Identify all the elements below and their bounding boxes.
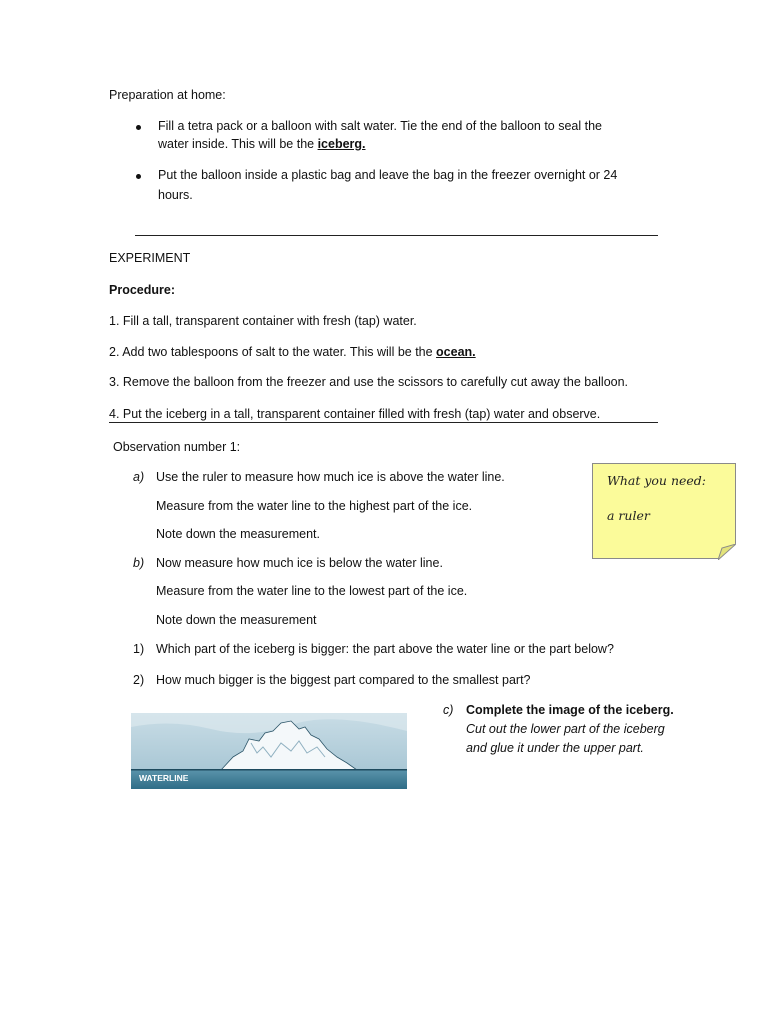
procedure-label: Procedure: (109, 283, 175, 297)
question-1: Which part of the iceberg is bigger: the part above the water line or the part below? (156, 642, 614, 656)
note-item: a ruler (607, 508, 650, 523)
item-marker-b: b) (133, 556, 145, 570)
observation-title: Observation number 1: (113, 440, 241, 454)
prep-bullet1-line1: Fill a tetra pack or a balloon with salt water. Tie the end of the balloon to seal the (158, 119, 603, 133)
procedure-step-4: 4. Put the iceberg in a tall, transparent container filled with fresh (tap) water and observe. (109, 407, 601, 421)
note-heading: What you need: (607, 473, 707, 488)
section-divider (135, 235, 658, 236)
observation-c-line1: Complete the image of the iceberg. (466, 703, 674, 717)
iceberg-term: iceberg. (317, 137, 366, 151)
item-marker-a: a) (133, 470, 145, 484)
observation-c-line2: Cut out the lower part of the iceberg (466, 722, 665, 736)
observation-a-line1: Use the ruler to measure how much ice is above the water line. (156, 470, 505, 484)
observation-b-line2: Measure from the water line to the lowest part of the ice. (156, 584, 468, 598)
prep-bullet1-line2 (158, 137, 366, 151)
prep-title: Preparation at home: (109, 88, 226, 102)
question-marker-1: 1) (133, 642, 145, 656)
observation-b-line3: Note down the measurement (156, 613, 317, 627)
observation-a-line3: Note down the measurement. (156, 527, 320, 541)
experiment-heading: EXPERIMENT (109, 251, 191, 265)
prep-bullet2-line2: hours. (158, 188, 193, 202)
observation-c-line3: and glue it under the upper part. (466, 741, 644, 755)
procedure-step-2 (109, 345, 476, 359)
procedure-step-1: 1. Fill a tall, transparent container with fresh (tap) water. (109, 314, 417, 328)
bullet-icon (136, 174, 141, 179)
prep-bullet1-text: water inside. This will be the (158, 137, 318, 151)
question-marker-2: 2) (133, 673, 145, 687)
waterline-label: WATERLINE (139, 773, 189, 783)
procedure-underline (109, 422, 658, 423)
procedure-step-2-text: 2. Add two tablespoons of salt to the water. This will be the (109, 345, 437, 359)
prep-bullet2-line1: Put the balloon inside a plastic bag and leave the bag in the freezer overnight or 24 (158, 168, 618, 182)
observation-b-line1: Now measure how much ice is below the water line. (156, 556, 443, 570)
note-fold-icon (718, 544, 736, 560)
question-2: How much bigger is the biggest part compared to the smallest part? (156, 673, 531, 687)
bullet-icon (136, 125, 141, 130)
ocean-term: ocean. (436, 345, 476, 359)
observation-a-line2: Measure from the water line to the highest part of the ice. (156, 499, 473, 513)
iceberg-image (131, 713, 407, 789)
procedure-step-3: 3. Remove the balloon from the freezer and use the scissors to carefully cut away the balloon. (109, 375, 629, 389)
item-marker-c: c) (443, 703, 454, 717)
